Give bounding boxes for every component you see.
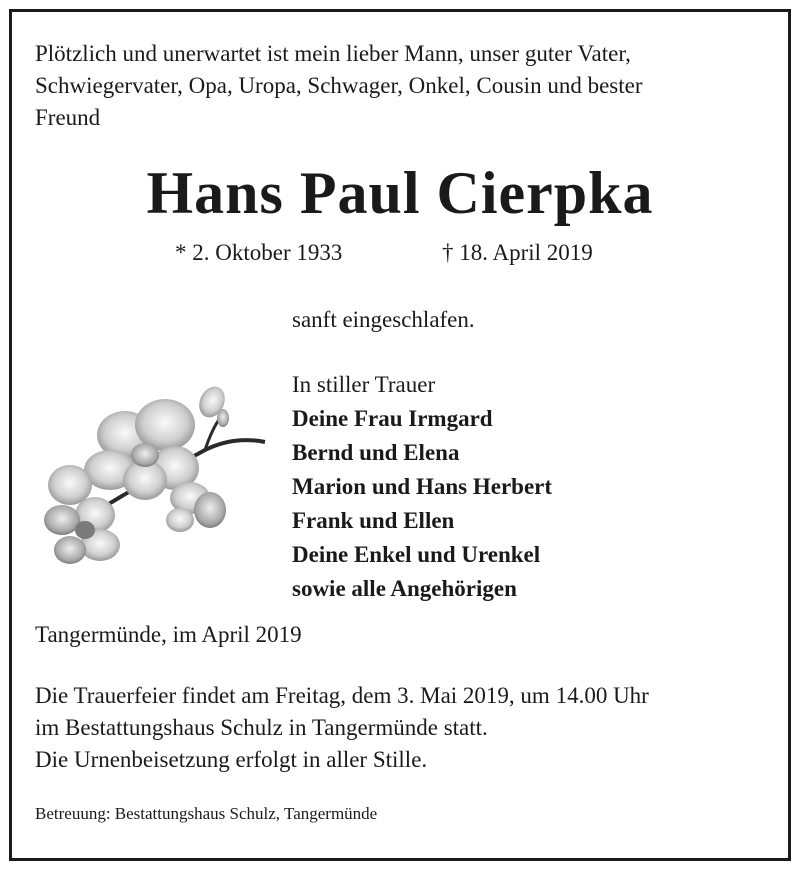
service-line: im Bestattungshaus Schulz in Tangermünde statt. [35, 715, 488, 740]
service-line: Die Trauerfeier findet am Freitag, dem 3. Mai 2019, um 14.00 Uhr [35, 683, 649, 708]
mourner-line: Deine Frau Irmgard [292, 406, 493, 431]
intro-line: Freund [35, 105, 101, 130]
intro-line: Schwiegervater, Opa, Uropa, Schwager, Onkel, Cousin und bester [35, 73, 643, 98]
deceased-name: Hans Paul Cierpka [146, 160, 654, 226]
mourner-line: Marion und Hans Herbert [292, 474, 553, 499]
mourner-line: Deine Enkel und Urenkel [292, 542, 541, 567]
service-line: Die Urnenbeisetzung erfolgt in aller Stille. [35, 747, 428, 772]
mourner-line: Bernd und Elena [292, 440, 460, 465]
birth-date: * 2. Oktober 1933 [175, 240, 343, 265]
mourning-intro: In stiller Trauer [292, 372, 436, 397]
place-date: Tangermünde, im April 2019 [35, 622, 302, 647]
mourner-line: sowie alle Angehörigen [292, 576, 517, 601]
service-info [35, 680, 649, 776]
intro-line: Plötzlich und unerwartet ist mein lieber Mann, unser guter Vater, [35, 41, 631, 66]
asleep-text: sanft eingeschlafen. [292, 307, 475, 332]
orchid-icon [40, 380, 275, 575]
death-date: † 18. April 2019 [442, 240, 593, 265]
intro-text [35, 38, 643, 134]
funeral-home-credit: Betreuung: Bestattungshaus Schulz, Tangermünde [35, 804, 378, 823]
mourners-block [292, 368, 552, 606]
mourner-line: Frank und Ellen [292, 508, 455, 533]
